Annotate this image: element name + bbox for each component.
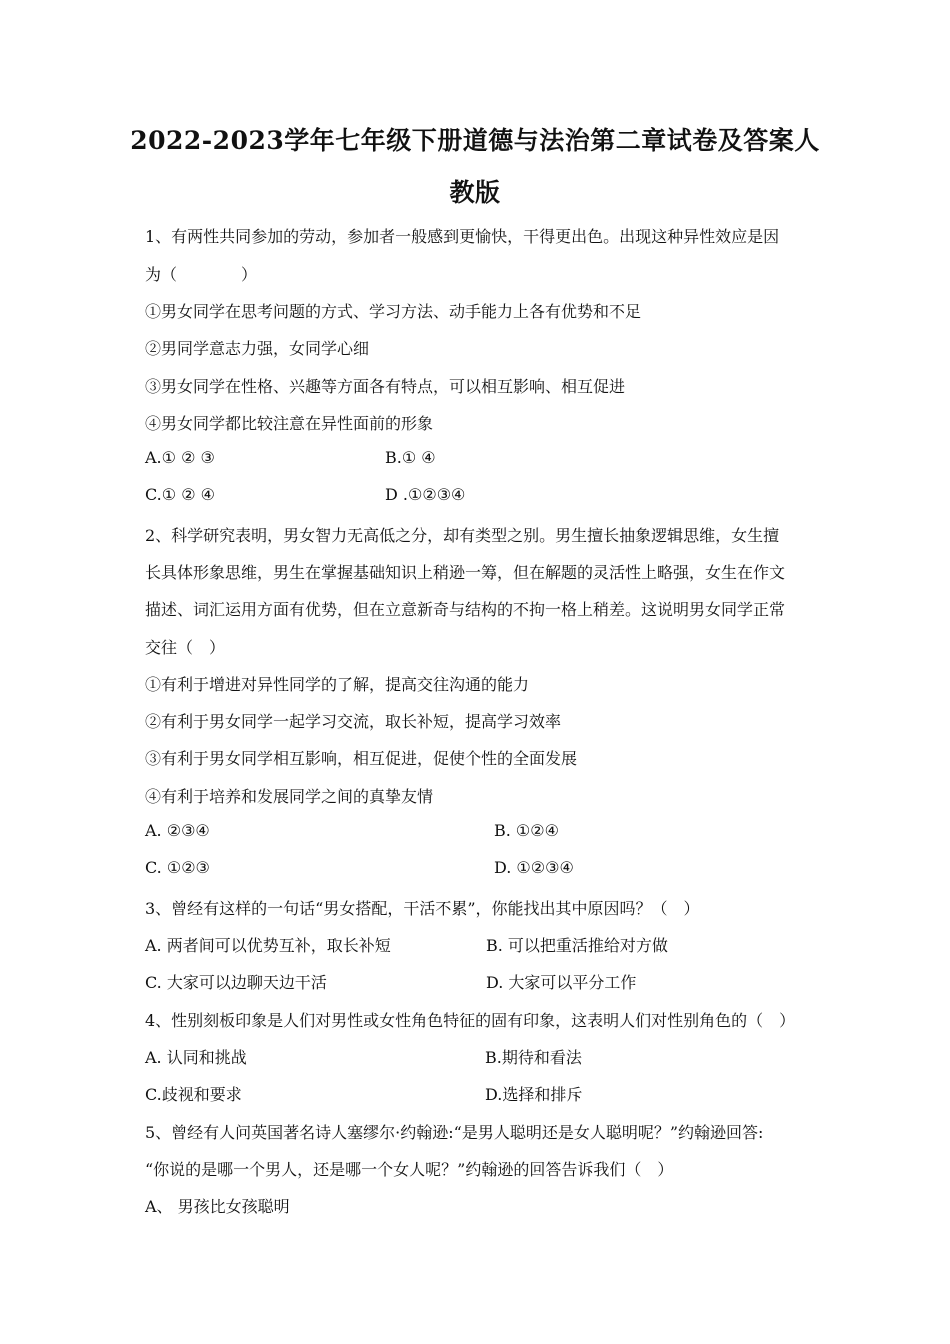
question-2-stem: 2、科学研究表明，男女智力无高低之分，却有类型之别。男生擅长抽象逻辑思维，女生擅 xyxy=(145,526,780,545)
question-5-option-a: A、 男孩比女孩聪明 xyxy=(145,1197,290,1216)
question-2-option-c: C. ①②③ xyxy=(145,858,210,877)
question-2-option-b: B. ①②④ xyxy=(494,821,559,840)
question-2-item-2: ②有利于男女同学一起学习交流，取长补短，提高学习效率 xyxy=(145,712,562,731)
question-4-option-a: A. 认同和挑战 xyxy=(145,1048,247,1067)
question-1-option-d: D .①②③④ xyxy=(385,485,466,504)
question-5-stem: 5、曾经有人问英国著名诗人塞缪尔·约翰逊:“是男人聪明还是女人聪明呢？”约翰逊回答: xyxy=(145,1123,764,1142)
document-title-line-2: 教版 xyxy=(449,178,501,207)
question-4-option-c: C.歧视和要求 xyxy=(145,1085,242,1104)
question-2-option-a: A. ②③④ xyxy=(145,821,210,840)
question-4-stem: 4、性别刻板印象是人们对男性或女性角色特征的固有印象，这表明人们对性别角色的（ ） xyxy=(145,1011,796,1030)
question-3-option-b: B. 可以把重活推给对方做 xyxy=(486,936,668,955)
question-4-option-d: D.选择和排斥 xyxy=(485,1085,583,1104)
question-1-option-b: B.① ④ xyxy=(385,448,436,467)
question-2-option-d: D. ①②③④ xyxy=(494,858,574,877)
question-2-item-4: ④有利于培养和发展同学之间的真挚友情 xyxy=(145,787,434,806)
document-title-line-1: 2022-2023学年七年级下册道德与法治第二章试卷及答案人 xyxy=(130,126,820,155)
question-1-item-4: ④男女同学都比较注意在异性面前的形象 xyxy=(145,414,434,433)
question-1-item-2: ②男同学意志力强，女同学心细 xyxy=(145,339,370,358)
question-5-stem-cont: “你说的是哪一个男人，还是哪一个女人呢？”约翰逊的回答告诉我们（ ） xyxy=(145,1160,674,1179)
question-3-option-a: A. 两者间可以优势互补，取长补短 xyxy=(145,936,391,955)
question-1-item-1: ①男女同学在思考问题的方式、学习方法、动手能力上各有优势和不足 xyxy=(145,302,642,321)
question-1-item-3: ③男女同学在性格、兴趣等方面各有特点，可以相互影响、相互促进 xyxy=(145,377,626,396)
question-1-option-a: A.① ② ③ xyxy=(145,448,215,467)
question-2-item-3: ③有利于男女同学相互影响，相互促进，促使个性的全面发展 xyxy=(145,749,578,768)
question-1-stem: 1、有两性共同参加的劳动，参加者一般感到更愉快，干得更出色。出现这种异性效应是因 xyxy=(145,227,780,246)
question-3-option-d: D. 大家可以平分工作 xyxy=(486,973,637,992)
question-2-stem-cont-1: 长具体形象思维，男生在掌握基础知识上稍逊一筹，但在解题的灵活性上略强，女生在作文 xyxy=(145,563,786,582)
question-3-option-c: C. 大家可以边聊天边干活 xyxy=(145,973,327,992)
question-4-option-b: B.期待和看法 xyxy=(485,1048,582,1067)
question-1-stem-cont: 为（ ） xyxy=(145,265,258,284)
question-2-stem-cont-3: 交往（ ） xyxy=(145,638,226,657)
question-2-stem-cont-2: 描述、词汇运用方面有优势，但在立意新奇与结构的不拘一格上稍差。这说明男女同学正常 xyxy=(145,600,786,619)
question-2-item-1: ①有利于增进对异性同学的了解，提高交往沟通的能力 xyxy=(145,675,530,694)
question-1-option-c: C.① ② ④ xyxy=(145,485,215,504)
question-3-stem: 3、曾经有这样的一句话“男女搭配，干活不累”，你能找出其中原因吗？（ ） xyxy=(145,899,700,918)
